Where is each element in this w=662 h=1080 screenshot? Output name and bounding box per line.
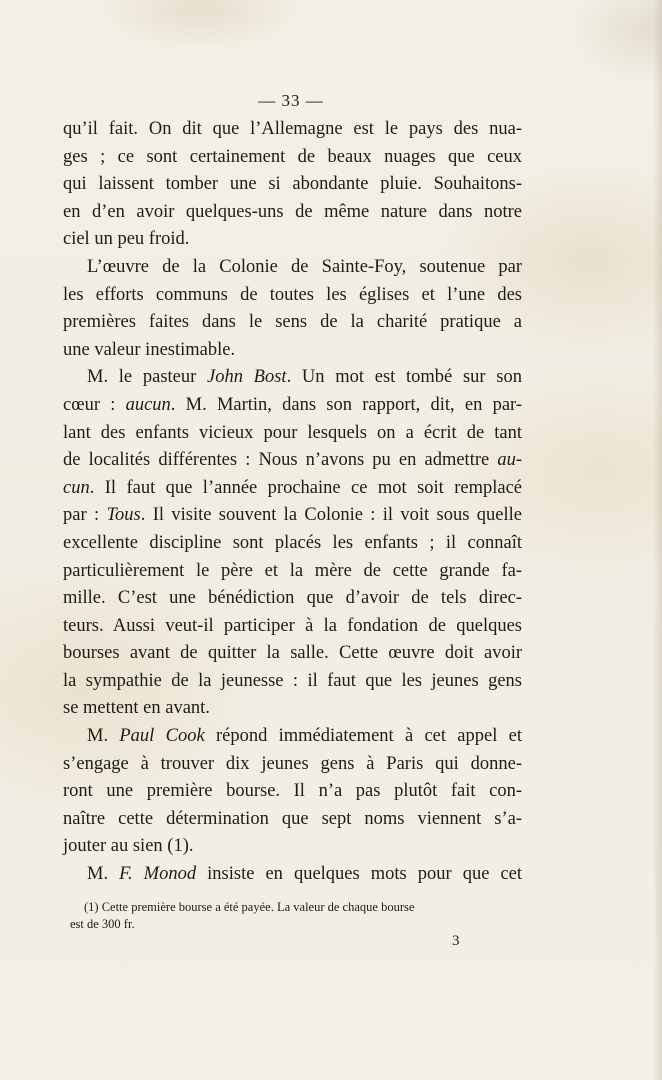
body-text xyxy=(63,116,522,889)
text-line: la sympathie de la jeunesse : il faut que les jeunes gens xyxy=(63,670,522,691)
text-line: L’œuvre de la Colonie de Sainte-Foy, soutenue par xyxy=(87,256,522,277)
text-line: les efforts communs de toutes les églises et l’une des xyxy=(63,284,522,305)
text-line: excellente discipline sont placés les enfants ; il connaît xyxy=(63,532,522,553)
text-line: M. le pasteur John Bost. Un mot est tombé sur son xyxy=(87,367,522,388)
text-line: en d’en avoir quelques-uns de même nature dans notre xyxy=(63,201,522,222)
footnote xyxy=(70,899,514,933)
text-line: qui laissent tomber une si abondante pluie. Souhaitons- xyxy=(63,174,522,195)
footnote-line: (1) Cette première bourse a été payée. La valeur de chaque bourse xyxy=(84,900,415,914)
text-line: qu’il fait. On dit que l’Allemagne est le pays des nua- xyxy=(63,119,522,139)
text-line: premières faites dans le sens de la charité pratique a xyxy=(63,312,522,333)
page-edge-shadow xyxy=(652,0,662,1080)
text-line: jouter au sien (1). xyxy=(63,836,194,857)
text-line: ciel un peu froid. xyxy=(63,229,190,250)
text-line: s’engage à trouver dix jeunes gens à Paris qui donne- xyxy=(63,753,522,774)
text-line: cœur : aucun. M. Martin, dans son rapport, dit, en par- xyxy=(63,394,522,415)
text-line: par : Tous. Il visite souvent la Colonie : il voit sous quelle xyxy=(63,505,522,526)
text-line: M. Paul Cook répond immédiatement à cet appel et xyxy=(87,726,522,747)
text-line: une valeur inestimable. xyxy=(63,339,236,360)
text-line: lant des enfants vicieux pour lesquels on a écrit de tant xyxy=(63,422,522,443)
signature-mark: 3 xyxy=(452,933,460,949)
text-line: ront une première bourse. Il n’a pas plutôt fait con- xyxy=(63,781,522,802)
text-line: mille. C’est une bénédiction que d’avoir de tels direc- xyxy=(63,588,522,609)
text-line: ges ; ce sont certainement de beaux nuages que ceux xyxy=(63,146,522,167)
footnote-line: est de 300 fr. xyxy=(70,917,135,931)
text-line: teurs. Aussi veut-il participer à la fondation de quelques xyxy=(63,615,522,636)
page-number: — 33 — xyxy=(258,91,324,110)
text-line: de localités différentes : Nous n’avons pu en admettre au- xyxy=(63,450,522,471)
text-line: cun. Il faut que l’année prochaine ce mot soit remplacé xyxy=(63,477,522,498)
text-line: bourses avant de quitter la salle. Cette œuvre doit avoir xyxy=(63,643,522,664)
text-line: particulièrement le père et la mère de cette grande fa- xyxy=(63,560,522,581)
text-line: M. F. Monod insiste en quelques mots pour que cet xyxy=(87,864,523,885)
text-line: naître cette détermination que sept noms viennent s’a- xyxy=(63,808,522,829)
text-line: se mettent en avant. xyxy=(63,698,210,719)
